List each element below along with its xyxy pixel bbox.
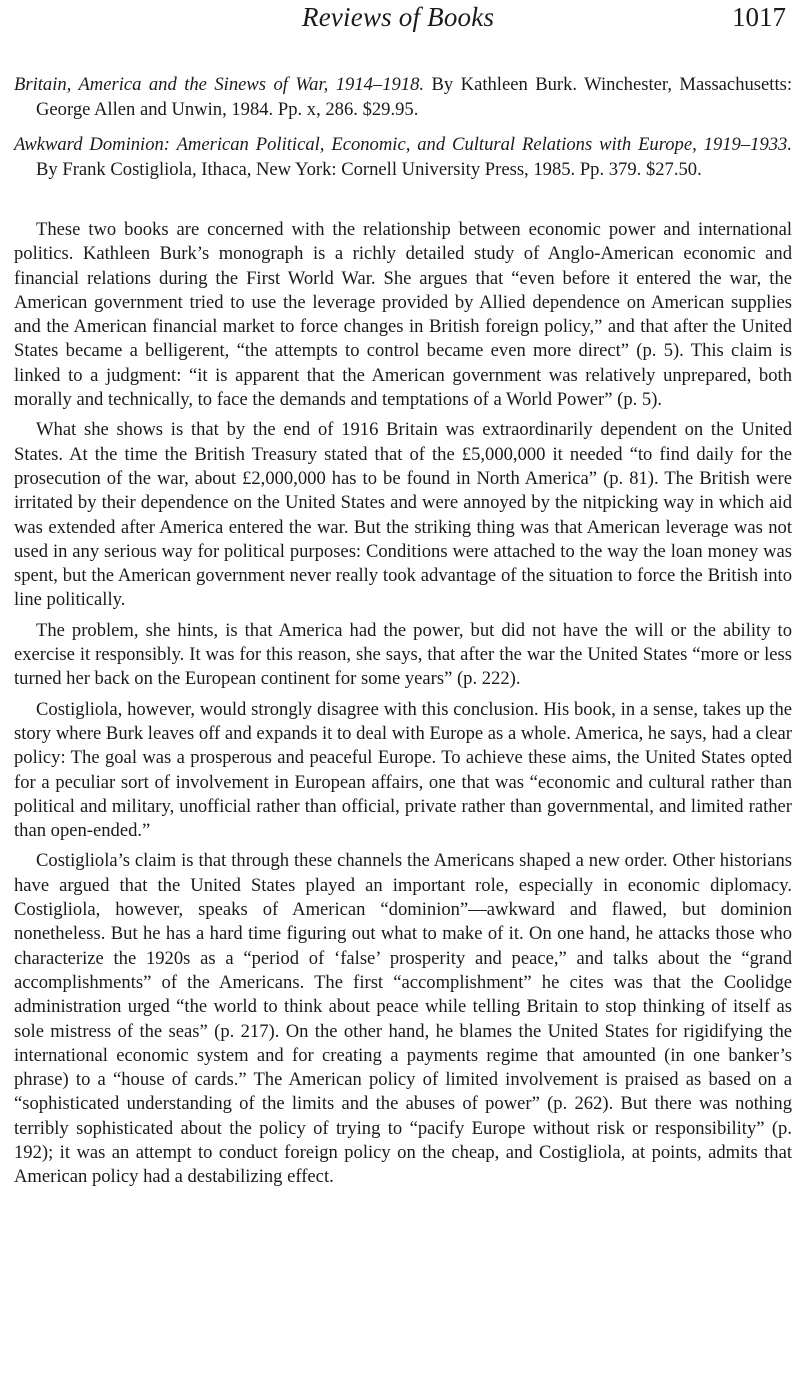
running-header <box>14 0 792 40</box>
paragraph: Costigliola, however, would strongly disagree with this conclusion. His book, in a sense, takes up the story where Burk leaves off and expands it to deal with Europe as a whole. America, he says, had a clear policy: The goal was a prosperous and peaceful Europe. To achieve these aims, the United States opted for a peculiar sort of involvement in European affairs, one that was “economic and cultural rather than political and military, unofficial rather than official, private rather than governmental, and limited rather than open-ended.” <box>14 698 792 842</box>
review-body <box>14 218 792 1190</box>
paragraph: The problem, she hints, is that America had the power, but did not have the will or the ability to exercise it responsibly. It was for this reason, she says, that after the war the United States “more or less turned her back on the European continent for some years” (p. 222). <box>14 619 792 690</box>
book-title: Britain, America and the Sinews of War, 1914–1918. <box>14 74 425 95</box>
book-citations <box>14 73 792 182</box>
citation-costigliola <box>14 133 792 182</box>
citation-details: By Kathleen Burk. Winchester, Massachusetts: George Allen and Unwin, 1984. Pp. x, 286. $29.95. <box>36 74 793 120</box>
paragraph: These two books are concerned with the relationship between economic power and international politics. Kathleen Burk’s monograph is a richly detailed study of Anglo-American economic and financial relations during the First World War. She argues that “even before it entered the war, the American government tried to use the leverage provided by Allied dependence on American supplies and the American financial market to force changes in British foreign policy,” and that after the United States became a belligerent, “the attempts to control became even more direct” (p. 5). This claim is linked to a judgment: “it is apparent that the American government was relatively unprepared, both morally and technically, to face the demands and temptations of a World Power” (p. 5). <box>14 219 792 411</box>
citation-details: By Frank Costigliola, Ithaca, New York: Cornell University Press, 1985. Pp. 379. $27.50. <box>36 158 702 180</box>
book-title: Awkward Dominion: American Political, Economic, and Cultural Relations with Europe, 1919–1933. <box>14 134 792 155</box>
paragraph: What she shows is that by the end of 1916 Britain was extraordinarily dependent on the United States. At the time the British Treasury stated that of the £5,000,000 it needed “to find daily for the prosecution of the war, about £2,000,000 has to be found in North America” (p. 81). The British were irritated by their dependence on the United States and were annoyed by the nitpicking way in which aid was extended after America entered the war. But the striking thing was that American leverage was not used in any serious way for political purposes: Conditions were attached to the way the loan money was spent, but the American government never really took advantage of the situation to force the British into line politically. <box>14 419 792 611</box>
citation-burk <box>14 73 792 122</box>
paragraph: Costigliola’s claim is that through these channels the Americans shaped a new order. Other historians have argued that the United States played an important role, especially in economic diplomacy. Costigliola, however, speaks of American “dominion”—awkward and flawed, but dominion nonetheless. But he has a hard time figuring out what to make of it. On one hand, he attacks those who characterize the 1920s as a “period of ‘false’ prosperity and peace,” and talks about the “grand accomplishments” of the Americans. The first “accomplishment” he cites was that the Coolidge administration urged “the world to think about peace while telling Britain to stop thinking of itself as sole mistress of the seas” (p. 217). On the other hand, he blames the United States for rigidifying the international economic system and for creating a payments regime that amounted (in one banker’s phrase) to a “house of cards.” The American policy of limited involvement is praised as based on a “sophisticated understanding of the limits and the abuses of power” (p. 262). But there was nothing terribly sophisticated about the policy of trying to “pacify Europe without risk or responsibility” (p. 192); it was an attempt to conduct foreign policy on the cheap, and Costigliola, at points, admits that American policy had a destabilizing effect. <box>14 850 792 1188</box>
running-title: Reviews of Books <box>302 2 495 32</box>
page-number: 1017 <box>732 2 786 32</box>
